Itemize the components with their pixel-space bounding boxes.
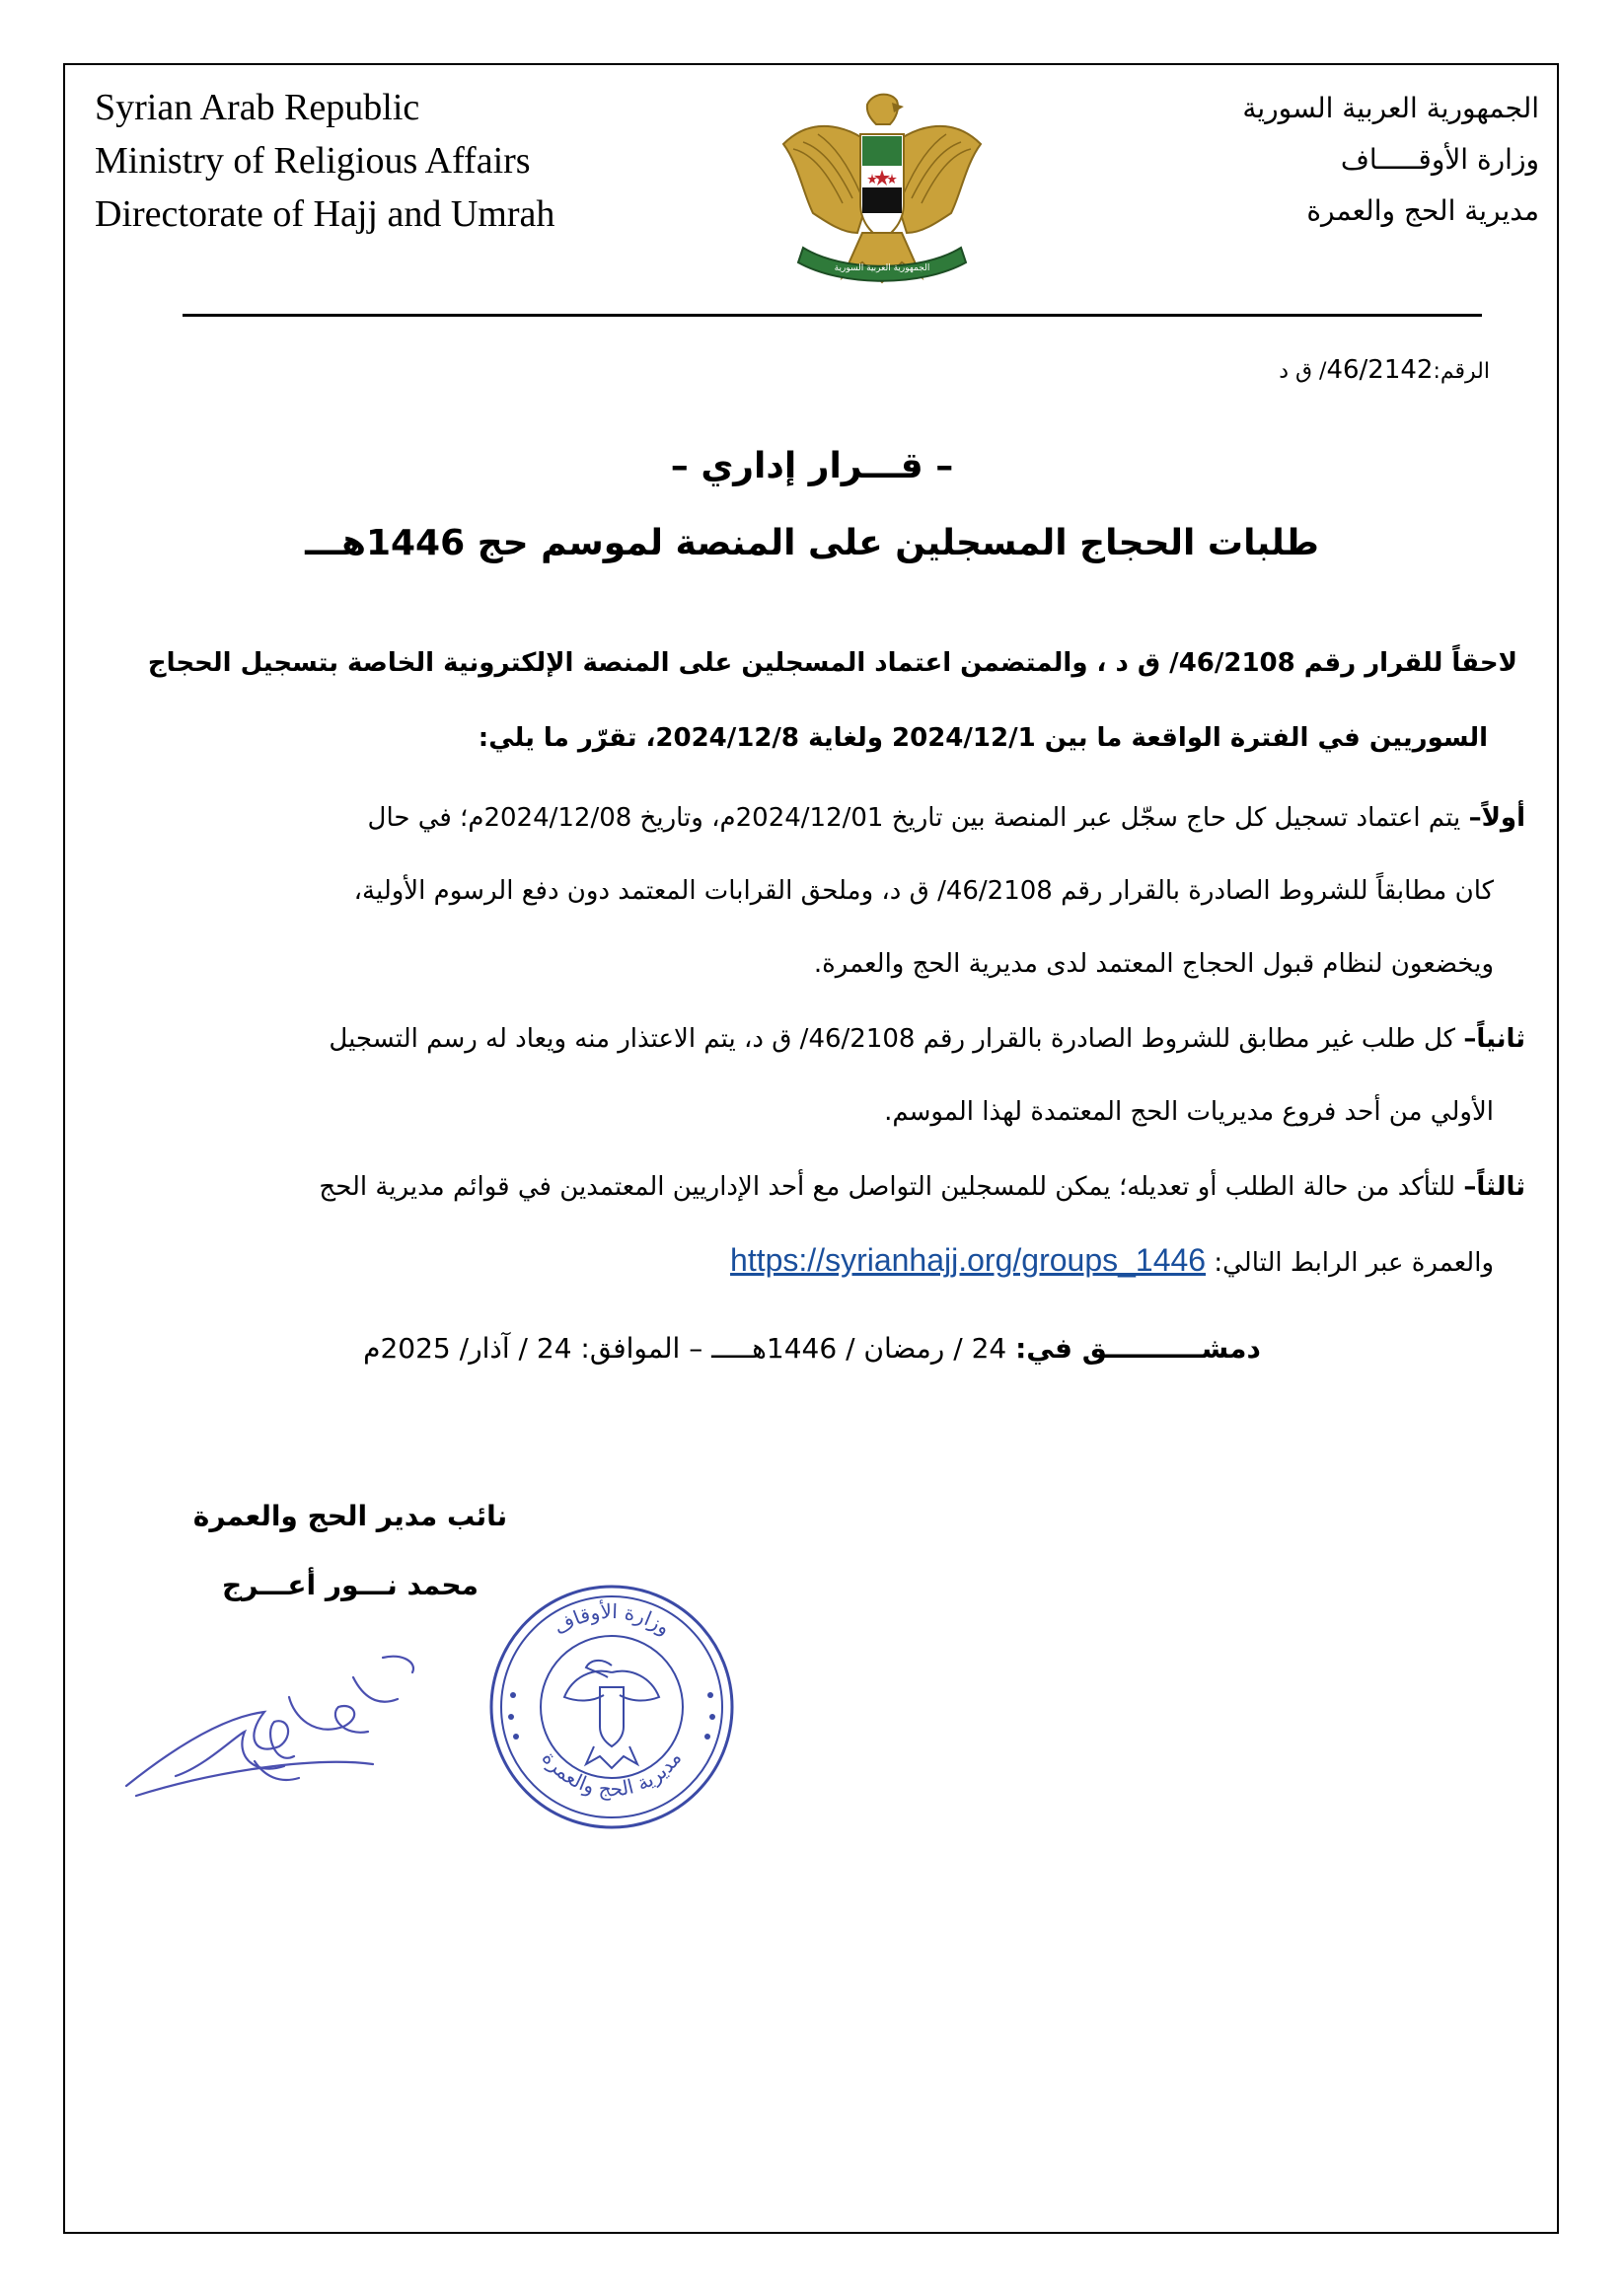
ministry-stamp xyxy=(483,1579,740,1835)
header-divider xyxy=(183,314,1482,317)
clause-first-line-1: يتم اعتماد تسجيل كل حاج سجّل عبر المنصة بين تاريخ 2024/12/01م، وتاريخ 2024/12/08م؛ في حال xyxy=(367,803,1469,833)
stamp-bottom-text: مديرية الحج والعمرة xyxy=(537,1746,687,1802)
clause-third-label: ثالثاً– xyxy=(1463,1172,1525,1202)
letterhead-country-en: Syrian Arab Republic xyxy=(95,87,420,128)
clause-first-line-3: ويخضعون لنظام قبول الحجاج المعتمد لدى مديرية الحج والعمرة. xyxy=(813,949,1494,979)
clause-second xyxy=(111,1002,1525,1148)
reference-suffix: / ق د xyxy=(1279,359,1327,384)
letterhead-directorate-ar: مديرية الحج والعمرة xyxy=(1306,194,1539,227)
clause-third-line-2-text: والعمرة عبر الرابط التالي: xyxy=(1206,1248,1494,1278)
clause-third-line-2 xyxy=(111,1223,1525,1299)
clause-first-label: أولاً– xyxy=(1468,803,1525,833)
signatory-name: محمد نـــور أعـــرج xyxy=(222,1569,479,1601)
letterhead-ministry-ar: وزارة الأوقـــــاف xyxy=(1340,143,1539,176)
clause-second-label: ثانياً– xyxy=(1463,1024,1525,1054)
clause-first-line-2: كان مطابقاً للشروط الصادرة بالقرار رقم 46/2108/ ق د، وملحق القرابات المعتمد دون دفع الرسوم الأولية، xyxy=(353,876,1494,906)
letterhead-directorate-en: Directorate of Hajj and Umrah xyxy=(95,193,555,235)
groups-link[interactable]: https://syrianhajj.org/groups_1446 xyxy=(730,1242,1207,1278)
page-border xyxy=(63,63,1559,2234)
decision-heading: – قـــرار إداري – xyxy=(670,446,954,486)
decision-preamble xyxy=(116,626,1517,776)
decision-subject: طلبات الحجاج المسجلين على المنصة لموسم حج 1446هـــ xyxy=(305,523,1319,563)
date-label: دمشــــــــــق في: xyxy=(1015,1332,1261,1365)
preamble-line-2: السوريين في الفترة الواقعة ما بين 2024/12/1 ولغاية 2024/12/8، تقرّر ما يلي: xyxy=(478,723,1488,753)
preamble-line-1: لاحقاً للقرار رقم 46/2108/ ق د ، والمتضمن اعتماد المسجلين على المنصة الإلكترونية الخاصة بتسجيل الحجاج xyxy=(147,648,1517,678)
letterhead-ministry-en: Ministry of Religious Affairs xyxy=(95,140,531,182)
emblem-banner-text: الجمهورية العربية السورية xyxy=(834,263,930,273)
clause-second-line-1: كل طلب غير مطابق للشروط الصادرة بالقرار رقم 46/2108/ ق د، يتم الاعتذار منه ويعاد له رسم التسجيل xyxy=(329,1024,1464,1054)
svg-text:مديرية الحج والعمرة xyxy=(538,1746,687,1801)
date-line xyxy=(0,1332,1624,1365)
reference-value: 46/2142 xyxy=(1326,355,1434,385)
syrian-eagle-emblem xyxy=(774,85,991,292)
clause-first xyxy=(111,781,1525,1000)
arabic-letterhead xyxy=(1242,83,1539,237)
clause-third-line-1: للتأكد من حالة الطلب أو تعديله؛ يمكن للمسجلين التواصل مع أحد الإداريين المعتمدين في قوائم مديرية الحج xyxy=(319,1172,1464,1202)
date-value: 24 / رمضان / 1446هـــــ – الموافق: 24 / آذار/ 2025م xyxy=(363,1332,1016,1365)
handwritten-signature xyxy=(116,1638,501,1806)
stamp-top-text: وزارة الأوقاف xyxy=(549,1598,676,1640)
letterhead-country-ar: الجمهورية العربية السورية xyxy=(1242,92,1539,124)
clause-second-line-2: الأولي من أحد فروع مديريات الحج المعتمدة لهذا الموسم. xyxy=(884,1097,1494,1127)
reference-number xyxy=(1279,355,1490,385)
clause-third xyxy=(111,1150,1525,1299)
english-letterhead xyxy=(95,81,554,241)
signatory-title: نائب مدير الحج والعمرة xyxy=(192,1500,508,1532)
reference-label: الرقم: xyxy=(1433,359,1490,384)
